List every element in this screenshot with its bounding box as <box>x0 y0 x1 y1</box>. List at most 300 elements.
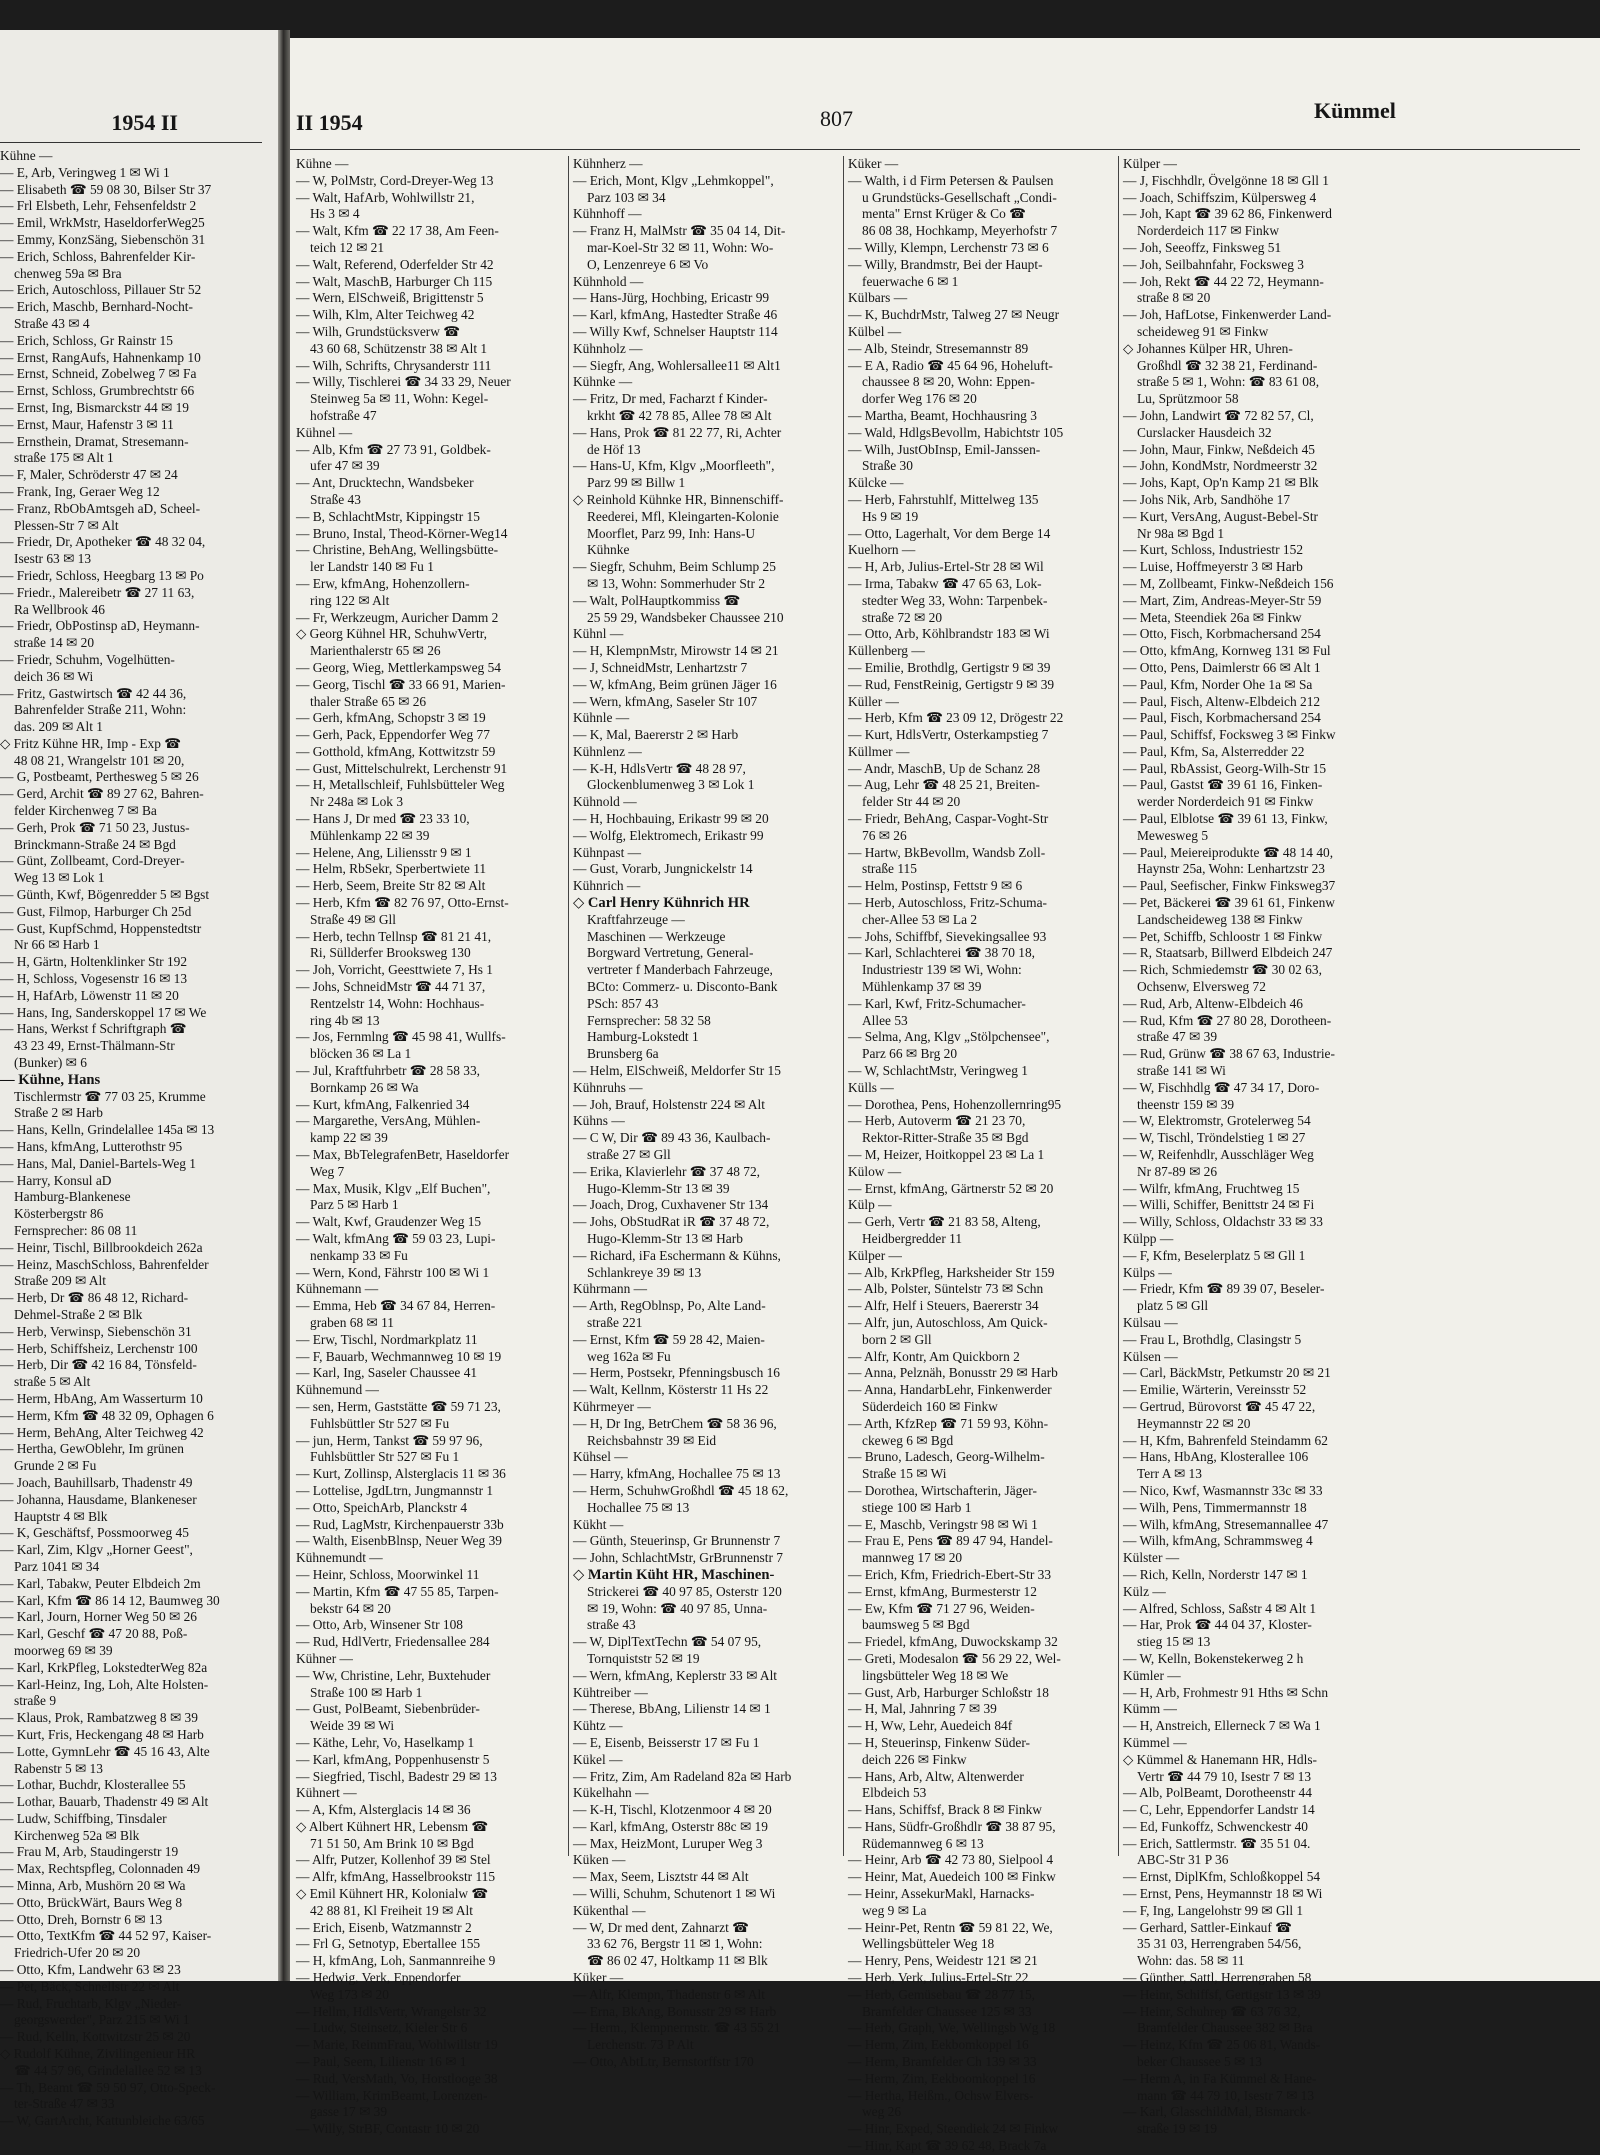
directory-line: Kühnholz — <box>573 340 643 356</box>
directory-line: — Gerh, Prok ☎ 71 50 23, Justus- <box>0 819 190 835</box>
directory-line: — Wilh, Schrifts, Chrysanderstr 111 <box>296 357 492 373</box>
directory-line: — Hinr, Kapt ☎ 39 62 48, Brack 7a <box>848 2138 1047 2154</box>
directory-line: straße 141 ✉ Wi <box>1137 1063 1226 1079</box>
directory-line: Straße 43 ✉ 4 <box>14 315 90 331</box>
directory-line: — Alfr, Kontr, Am Quickborn 2 <box>848 1348 1020 1364</box>
directory-line: — John, Maur, Finkw, Neßdeich 45 <box>1123 441 1315 457</box>
directory-line: Külp — <box>848 1197 892 1213</box>
directory-line: Reichsbahnstr 39 ✉ Eid <box>587 1432 717 1448</box>
directory-line: — Heinr, Tischl, Billbrookdeich 262a <box>0 1239 203 1255</box>
directory-line: — Frau M, Arb, Staudingerstr 19 <box>0 1844 179 1860</box>
directory-line: lingsbütteler Weg 18 ✉ We <box>862 1667 1009 1683</box>
directory-line: — Gotthold, kfmAng, Kottwitzstr 59 <box>296 743 496 759</box>
directory-line: — Emmy, KonzSäng, Siebenschön 31 <box>0 231 206 247</box>
directory-line: — Herb, Verwinsp, Siebenschön 31 <box>0 1323 192 1339</box>
directory-line: — Karl-Heinz, Ing, Loh, Alte Holsten- <box>0 1676 209 1692</box>
directory-line: — Har, Prok ☎ 44 04 37, Kloster- <box>1123 1617 1312 1633</box>
directory-line: Parz 99 ✉ Billw 1 <box>587 475 686 491</box>
directory-line: Strickerei ☎ 40 97 85, Osterstr 120 <box>587 1583 782 1599</box>
directory-line: Norderdeich 117 ✉ Finkw <box>1137 223 1280 239</box>
directory-line: — Meta, Steendiek 26a ✉ Finkw <box>1123 609 1302 625</box>
directory-line: Straße 43 <box>310 491 361 507</box>
directory-line: Hochallee 75 ✉ 13 <box>587 1499 690 1515</box>
directory-line: — Wilfr, kfmAng, Fruchtweg 15 <box>1123 1180 1300 1196</box>
directory-line: — Carl, BäckMstr, Petkumstr 20 ✉ 21 <box>1123 1365 1331 1381</box>
directory-line: Kühnel — <box>296 424 353 440</box>
directory-line: deich 226 ✉ Finkw <box>862 1751 967 1767</box>
directory-line: — Walt, Kellnm, Kösterstr 11 Hs 22 <box>573 1382 769 1398</box>
directory-line: Kükht — <box>573 1516 624 1532</box>
directory-line: — Heinr-Pet, Rentn ☎ 59 81 22, We, <box>848 1919 1053 1935</box>
directory-line: — Günt, Zollbeamt, Cord-Dreyer- <box>0 853 185 869</box>
directory-line: Külsen — <box>1123 1348 1178 1364</box>
directory-line: — K-H, HdlsVertr ☎ 48 28 97, <box>573 760 746 776</box>
directory-line: ler Landstr 140 ✉ Fu 1 <box>310 559 434 575</box>
directory-line: — Rud, Grünw ☎ 38 67 63, Industrie- <box>1123 1046 1335 1062</box>
directory-line: — Richard, iFa Eschermann & Kühns, <box>573 1247 781 1263</box>
directory-line: — Ww, Christine, Lehr, Buxtehuder <box>296 1667 491 1683</box>
directory-line: Parz 103 ✉ 34 <box>587 189 666 205</box>
directory-line: ring 122 ✉ Alt <box>310 592 390 608</box>
directory-line: weg 9 ✉ La <box>862 1902 927 1918</box>
directory-line: — Willy Kwf, Schnelser Hauptstr 114 <box>573 323 778 339</box>
directory-line: — Kurt, Fris, Heckengang 48 ✉ Harb <box>0 1726 204 1742</box>
directory-line: (Bunker) ✉ 6 <box>14 1055 87 1071</box>
directory-line: — Herm, SchuhwGroßhdl ☎ 45 18 62, <box>573 1482 789 1498</box>
directory-line: Kührmann — <box>573 1281 648 1297</box>
directory-line: — Walt, HafArb, Wohlwillstr 21, <box>296 189 475 205</box>
directory-line: Nr 87-89 ✉ 26 <box>1137 1163 1218 1179</box>
directory-line: — Fr, Werkzeugm, Auricher Damm 2 <box>296 609 499 625</box>
directory-line: werder Norderdeich 91 ✉ Finkw <box>1137 794 1314 810</box>
directory-line: Elbdeich 53 <box>862 1785 927 1801</box>
directory-line: — Ludw, Schiffbing, Tinsdaler <box>0 1810 167 1826</box>
directory-line: — Heinr, AssekurMakl, Harnacks- <box>848 1886 1035 1902</box>
directory-line: BCto: Commerz- u. Disconto-Bank <box>587 979 778 995</box>
directory-line: — Otto, BrückWärt, Baurs Weg 8 <box>0 1894 183 1910</box>
directory-line: — Karl, kfmAng, Hastedter Straße 46 <box>573 307 778 323</box>
directory-line: 86 08 38, Hochkamp, Meyerhofstr 7 <box>862 223 1058 239</box>
directory-line: — Georg, Tischl ☎ 33 66 91, Marien- <box>296 676 506 692</box>
directory-line: — Herb, Autoschloss, Fritz-Schuma- <box>848 895 1047 911</box>
directory-line: — Rud, VersMath, Vo, Horstlooge 38 <box>296 2070 498 2086</box>
directory-line: — Emilie, Brothdlg, Gertigstr 9 ✉ 39 <box>848 659 1051 675</box>
directory-line: ufer 47 ✉ 39 <box>310 458 380 474</box>
directory-line: Allee 53 <box>862 1012 908 1028</box>
column-2 <box>573 156 837 2071</box>
directory-line: mannweg 17 ✉ 20 <box>862 1550 963 1566</box>
directory-line: — Ernst, RangAufs, Hahnenkamp 10 <box>0 349 201 365</box>
directory-line: — Herb, Dir ☎ 42 16 84, Tönsfeld- <box>0 1357 197 1373</box>
directory-line: Kühsel — <box>573 1449 628 1465</box>
directory-line: — Hans, Schiffsf, Brack 8 ✉ Finkw <box>848 1802 1042 1818</box>
directory-line: — Paul, Schiffsf, Focksweg 3 ✉ Finkw <box>1123 727 1336 743</box>
directory-line: — H, Dr Ing, BetrChem ☎ 58 36 96, <box>573 1415 777 1431</box>
directory-line: — Paul, RbAssist, Georg-Wilh-Str 15 <box>1123 760 1327 776</box>
directory-line: — Lothar, Bauarb, Thadenstr 49 ✉ Alt <box>0 1794 209 1810</box>
directory-line: — Lottelise, JgdLtrn, Jungmannstr 1 <box>296 1482 494 1498</box>
directory-line: Hs 3 ✉ 4 <box>310 206 360 222</box>
directory-line: Nr 98a ✉ Bgd 1 <box>1137 525 1225 541</box>
directory-line: — Karl, KrkPfleg, LokstedterWeg 82a <box>0 1659 208 1675</box>
directory-line: — Karl, Ing, Saseler Chaussee 41 <box>296 1365 478 1381</box>
directory-line: ✉ 13, Wohn: Sommerhuder Str 2 <box>587 575 766 591</box>
directory-line: — Herm, Postsekr, Pfenningsbusch 16 <box>573 1365 781 1381</box>
directory-line: Kühne — <box>296 156 349 171</box>
directory-line: — Kurt, VersAng, August-Bebel-Str <box>1123 508 1319 524</box>
directory-line: Landscheideweg 138 ✉ Finkw <box>1137 911 1303 927</box>
directory-line: Lerchenstr. 73 P Alt <box>587 2037 694 2053</box>
directory-line: — Hans, Kelln, Grindelallee 145a ✉ 13 <box>0 1122 215 1138</box>
directory-line: — Günther, Sattl, Herrengraben 58 <box>1123 1970 1312 1986</box>
directory-line: 76 ✉ 26 <box>862 827 907 843</box>
directory-line: Hugo-Klemm-Str 13 ✉ Harb <box>587 1231 743 1246</box>
directory-line: — Bruno, Instal, Theod-Körner-Weg14 <box>296 525 508 541</box>
directory-line: — W, GartArcht, Kattunbleiche 63/65 <box>0 2113 205 2129</box>
directory-line: — Friedr., Malereibetr ☎ 27 11 63, <box>0 584 195 600</box>
directory-line: Kühner — <box>296 1650 353 1666</box>
directory-line: — M, Zollbeamt, Finkw-Neßdeich 156 <box>1123 575 1334 591</box>
column-divider-3 <box>1118 156 1119 1856</box>
directory-line: Hugo-Klemm-Str 13 ✉ 39 <box>587 1180 730 1196</box>
directory-line: Weide 39 ✉ Wi <box>310 1718 395 1734</box>
directory-line: — Joach, Schiffszim, Külpersweg 4 <box>1123 189 1317 205</box>
directory-line: — Erika, Klavierlehr ☎ 37 48 72, <box>573 1163 760 1179</box>
directory-line: — Erich, Schloss, Bahrenfelder Kir- <box>0 248 196 264</box>
directory-line: — Paul, Fisch, Altenw-Elbdeich 212 <box>1123 693 1321 709</box>
directory-line: — Erich, Autoschloss, Pillauer Str 52 <box>0 282 202 298</box>
directory-line: Tornquiststr 52 ✉ 19 <box>587 1650 700 1666</box>
directory-line: Plessen-Str 7 ✉ Alt <box>14 517 119 533</box>
directory-line: — Frl Elsbeth, Lehr, Fehsenfeldstr 2 <box>0 198 197 214</box>
directory-line: — Wilh, kfmAng, Schrammsweg 4 <box>1123 1533 1313 1549</box>
directory-line: — Willy, Schloss, Oldachstr 33 ✉ 33 <box>1123 1214 1324 1230</box>
directory-line: straße 221 <box>587 1314 643 1330</box>
directory-line: Kösterbergstr 86 <box>14 1206 104 1222</box>
directory-line: Kuelhorn — <box>848 542 916 558</box>
directory-line: deich 36 ✉ Wi <box>14 668 94 684</box>
directory-line: — Max, HeizMont, Luruper Weg 3 <box>573 1835 763 1851</box>
directory-line: — Herb, Fahrstuhlf, Mittelweg 135 <box>848 491 1039 507</box>
directory-line: theenstr 159 ✉ 39 <box>1137 1096 1235 1112</box>
directory-line: Külsau — <box>1123 1314 1178 1330</box>
directory-line: — Marie, ReinmFrau, Wohlwillstr 19 <box>296 2037 498 2053</box>
directory-line: Weg 173 ✉ 20 <box>310 1986 389 2002</box>
directory-line: — Fritz, Gastwirtsch ☎ 42 44 36, <box>0 685 187 701</box>
right-page-roman-header: II 1954 <box>296 110 363 135</box>
directory-line: ◇ Fritz Kühne HR, Imp - Exp ☎ <box>0 735 181 751</box>
directory-line: — J, SchneidMstr, Lenhartzstr 7 <box>573 659 748 675</box>
directory-line: — Willi, Schuhm, Schutenort 1 ✉ Wi <box>573 1886 776 1902</box>
left-column <box>0 148 270 2130</box>
directory-line: — H, Schloss, Vogesenstr 16 ✉ 13 <box>0 971 188 987</box>
directory-line: Rüdemannweg 6 ✉ 13 <box>862 1835 984 1851</box>
right-page <box>290 38 1600 2154</box>
directory-line: — Otto, TextKfm ☎ 44 52 97, Kaiser- <box>0 1928 212 1944</box>
directory-line: — Nico, Kwf, Wasmannstr 33c ✉ 33 <box>1123 1482 1323 1498</box>
directory-line: — Friedr, Dr, Apotheker ☎ 48 32 04, <box>0 534 206 550</box>
directory-line: — Johs, ObStudRat iR ☎ 37 48 72, <box>573 1214 770 1230</box>
directory-line: — H, kfmAng, Loh, Sanmannreihe 9 <box>296 1953 496 1969</box>
directory-line: — Hans, Südfr-Großhdlr ☎ 38 87 95, <box>848 1818 1056 1834</box>
directory-line: — W, Reifenhdlr, Ausschläger Weg <box>1123 1147 1314 1163</box>
directory-line: — Rud, HdlVertr, Friedensallee 284 <box>296 1634 490 1650</box>
directory-line: Reederei, Mfl, Kleingarten-Kolonie <box>587 508 779 524</box>
directory-line: vertreter f Manderbach Fahrzeuge, <box>587 962 773 978</box>
directory-line: ter-Straße 47 ✉ 33 <box>14 2096 115 2112</box>
directory-line: — Wilh, Klm, Alter Teichweg 42 <box>296 307 475 323</box>
directory-line: — Max, Musik, Klgv „Elf Buchen", <box>296 1180 491 1196</box>
directory-line: — Heinz, MaschSchloss, Bahrenfelder <box>0 1256 209 1272</box>
directory-line: — G, Postbeamt, Perthesweg 5 ✉ 26 <box>0 769 199 785</box>
directory-line: O, Lenzenreye 6 ✉ Vo <box>587 256 709 272</box>
directory-line: — Herb, Autoverm ☎ 21 23 70, <box>848 1113 1026 1129</box>
directory-line: stieg 15 ✉ 13 <box>1137 1634 1211 1650</box>
directory-line: — Erna, BkAng, Bonusstr 29 ✉ Harb <box>573 2003 777 2019</box>
directory-line: — Herm, Kfm ☎ 48 32 09, Ophagen 6 <box>0 1407 214 1423</box>
directory-line: Wellingsbütteler Weg 18 <box>862 1936 995 1952</box>
directory-line: thaler Straße 65 ✉ 26 <box>310 693 427 709</box>
directory-line: Hauptstr 4 ✉ Blk <box>14 1508 108 1524</box>
directory-line: — Heinz, Kfm ☎ 25 06 81, Wands- <box>1123 2037 1321 2053</box>
directory-line: — Therese, BbAng, Lilienstr 14 ✉ 1 <box>573 1701 771 1717</box>
directory-line: — Otto, Lagerhalt, Vor dem Berge 14 <box>848 525 1051 541</box>
directory-line: Straße 49 ✉ Gll <box>310 911 396 927</box>
directory-line: — Pet, Schiffb, Schloostr 1 ✉ Finkw <box>1123 928 1323 944</box>
directory-line: — W, Elektromstr, Grotelerweg 54 <box>1123 1113 1311 1129</box>
directory-line: — Herb, techn Tellnsp ☎ 81 21 41, <box>296 928 492 944</box>
directory-line: — Herb, Kfm ☎ 23 09 12, Drögestr 22 <box>848 710 1064 726</box>
directory-line: — Otto, AbtLtr, Bernstorffstr 170 <box>573 2054 754 2070</box>
directory-line: — Fritz, Dr med, Facharzt f Kinder- <box>573 391 768 407</box>
directory-line: Kühnhold — <box>573 273 644 289</box>
directory-line: — Gust, Filmop, Harburger Ch 25d <box>0 903 192 919</box>
directory-line: — Greti, Modesalon ☎ 56 29 22, Wel- <box>848 1650 1061 1666</box>
directory-line: Hamburg-Blankenese <box>14 1189 131 1205</box>
directory-line: — E A, Radio ☎ 45 64 96, Hoheluft- <box>848 357 1053 373</box>
directory-line: feuerwache 6 ✉ 1 <box>862 273 959 289</box>
directory-line: Kühne — <box>0 148 53 163</box>
directory-line: — Herm, HbAng, Am Wasserturm 10 <box>0 1390 203 1406</box>
directory-line: — Herb, Gemüsebau ☎ 28 77 15, <box>848 1986 1036 2002</box>
directory-line: Straße 2 ✉ Harb <box>14 1105 103 1121</box>
directory-line: — Herb, Kfm ☎ 82 76 97, Otto-Ernst- <box>296 895 509 911</box>
directory-line: — K, Geschäftsf, Possmoorweg 45 <box>0 1525 189 1541</box>
directory-line: Rabenstr 5 ✉ 13 <box>14 1760 103 1776</box>
directory-line: — Otto, SpeichArb, Planckstr 4 <box>296 1499 468 1515</box>
directory-line: — Lotte, GymnLehr ☎ 45 16 43, Alte <box>0 1743 210 1759</box>
left-page <box>0 30 278 2129</box>
directory-line: — W, Tischl, Tröndelstieg 1 ✉ 27 <box>1123 1130 1306 1146</box>
directory-line: — Herm., Klempnermstr. ☎ 43 55 21 <box>573 2020 781 2036</box>
directory-line: Küken — <box>573 1852 626 1868</box>
directory-line: Brinckmann-Straße 24 ✉ Bgd <box>14 836 176 852</box>
directory-line: — F, Ing, Langelohstr 99 ✉ Gll 1 <box>1123 1902 1304 1918</box>
directory-line: — John, KondMstr, Nordmeerstr 32 <box>1123 458 1318 474</box>
directory-line: nenkamp 33 ✉ Fu <box>310 1247 408 1263</box>
directory-line: — Gerh, Pack, Eppendorfer Weg 77 <box>296 727 490 743</box>
directory-line: Kühnemundt — <box>296 1550 383 1566</box>
directory-line: — Paul, Kfm, Sa, Alsterredder 22 <box>1123 743 1305 759</box>
directory-line: — Rich, Schmiedemstr ☎ 30 02 63, <box>1123 962 1322 978</box>
directory-line: — Paul, Seem, Lilienstr 16 ✉ 1 <box>296 2054 467 2070</box>
directory-line: — Walt, Kwf, Graudenzer Weg 15 <box>296 1214 482 1230</box>
directory-line: Küker — <box>848 156 899 171</box>
directory-line: — Rud, FenstReinig, Gertigstr 9 ✉ 39 <box>848 676 1055 692</box>
directory-line: — Wern, kfmAng, Saseler Str 107 <box>573 693 758 709</box>
directory-line: Külps — <box>1123 1264 1172 1280</box>
directory-line: — Joach, Bauhillsarb, Thadenstr 49 <box>0 1474 193 1490</box>
directory-line: — Walt, Kfm ☎ 22 17 38, Am Feen- <box>296 223 499 239</box>
directory-line: — Paul, Seefischer, Finkw Finksweg37 <box>1123 878 1336 894</box>
directory-line: Großhdl ☎ 32 38 21, Ferdinand- <box>1137 357 1318 373</box>
directory-line: Kühnlenz — <box>573 743 642 759</box>
directory-line: — Karl, kfmAng, Osterstr 88c ✉ 19 <box>573 1818 768 1834</box>
directory-line: — Günth, Kwf, Bögenredder 5 ✉ Bgst <box>0 887 210 903</box>
directory-line: — Gust, KupfSchmd, Hoppenstedtstr <box>0 920 202 936</box>
directory-line: ◇ Carl Henry Kühnrich HR <box>573 895 750 912</box>
directory-line: — Hans, Mal, Daniel-Bartels-Weg 1 <box>0 1155 197 1171</box>
directory-line: — H, Gärtn, Holtenklinker Str 192 <box>0 954 188 970</box>
directory-line: Küllenberg — <box>848 643 925 659</box>
directory-line: stedter Weg 33, Wohn: Tarpenbek- <box>862 592 1048 608</box>
directory-line: Moorflet, Parz 99, Inh: Hans-U <box>587 525 756 541</box>
directory-line: — J, Fischhdlr, Övelgönne 18 ✉ Gll 1 <box>1123 172 1329 188</box>
directory-line: — Hedwig, Verk, Eppendorfer <box>296 1970 461 1986</box>
directory-line: — Walt, PolHauptkommiss ☎ <box>573 592 741 608</box>
directory-line: PSch: 857 43 <box>587 995 659 1011</box>
directory-line: — F, Kfm, Beselerplatz 5 ✉ Gll 1 <box>1123 1247 1306 1263</box>
directory-line: — Harry, Konsul aD <box>0 1172 112 1188</box>
directory-line: — Walt, Referend, Oderfelder Str 42 <box>296 256 494 272</box>
directory-line: — Dorothea, Pens, Hohenzollernring95 <box>848 1096 1062 1112</box>
directory-line: — E, Maschb, Veringstr 98 ✉ Wi 1 <box>848 1516 1038 1532</box>
directory-line: — W, DiplTextTechn ☎ 54 07 95, <box>573 1634 762 1650</box>
directory-line: — Wilh, Grundstücksverw ☎ <box>296 323 460 339</box>
directory-line: — Willy, Brandmstr, Bei der Haupt- <box>848 256 1043 272</box>
directory-line: — Erich, Kfm, Friedrich-Ebert-Str 33 <box>848 1566 1052 1582</box>
directory-line: ◇ Kümmel & Hanemann HR, Hdls- <box>1123 1751 1318 1767</box>
directory-line: — Hans, Werkst f Schriftgraph ☎ <box>0 1021 187 1037</box>
directory-line: — Helm, Postinsp, Fettstr 9 ✉ 6 <box>848 878 1023 894</box>
directory-line: — Rud, Kfm ☎ 27 80 28, Dorotheen- <box>1123 1012 1332 1028</box>
directory-line: Tischlermstr ☎ 77 03 25, Krumme <box>14 1088 206 1104</box>
directory-line: Kükenthal — <box>573 1902 646 1918</box>
directory-line: Curslacker Hausdeich 32 <box>1137 424 1272 440</box>
directory-line: Kühnl — <box>573 626 624 642</box>
directory-line: Kühnke <box>587 542 630 558</box>
directory-line: — Karl, GlasschildMal, Bismarck- <box>1123 2104 1311 2120</box>
directory-line: Hs 9 ✉ 19 <box>862 508 919 524</box>
directory-line: Ri, Süllderfer Brooksweg 130 <box>310 945 471 961</box>
directory-line: — K, Mal, Baererstr 2 ✉ Harb <box>573 727 739 743</box>
directory-line: — Herb, Dr ☎ 86 48 12, Richard- <box>0 1290 189 1306</box>
directory-line: — Aug, Lehr ☎ 48 25 21, Breiten- <box>848 777 1040 793</box>
directory-line: moorweg 69 ✉ 39 <box>14 1642 113 1658</box>
directory-line: — Friedr, Schloss, Heegbarg 13 ✉ Po <box>0 567 204 583</box>
directory-line: — Friedr, Schuhm, Vogelhütten- <box>0 651 175 667</box>
directory-line: Kümmel — <box>1123 1734 1187 1750</box>
directory-line: — Friedr, Kfm ☎ 89 39 07, Beseler- <box>1123 1281 1325 1297</box>
directory-line: — Karl, Journ, Horner Weg 50 ✉ 26 <box>0 1609 197 1625</box>
directory-line: 33 62 76, Bergstr 11 ✉ 1, Wohn: <box>587 1936 763 1952</box>
directory-line: Schlankreye 39 ✉ 13 <box>587 1264 702 1280</box>
directory-line: — Karl, Schlachterei ☎ 38 70 18, <box>848 945 1035 961</box>
directory-line: Rentzelstr 14, Wohn: Hochhaus- <box>310 995 485 1011</box>
directory-line: — Mart, Zim, Andreas-Meyer-Str 59 <box>1123 592 1322 608</box>
directory-line: Kühnpast — <box>573 844 642 860</box>
directory-line: — Gust, Mittelschulrekt, Lerchenstr 91 <box>296 760 508 776</box>
directory-line: straße 5 ✉ Alt <box>14 1374 91 1390</box>
directory-line: — Ernst, DiplKfm, Schloßkoppel 54 <box>1123 1869 1321 1885</box>
directory-line: — Otto, Kfm, Landwehr 63 ✉ 23 <box>0 1962 181 1978</box>
directory-line: beker Chaussee 5 ✉ 13 <box>1137 2054 1263 2070</box>
directory-line: straße 9 <box>14 1693 57 1709</box>
directory-line: — Irma, Tabakw ☎ 47 65 63, Lok- <box>848 575 1042 591</box>
directory-line: Külster — <box>1123 1550 1180 1566</box>
directory-line: — Gerh, Vertr ☎ 21 83 58, Alteng, <box>848 1214 1041 1230</box>
directory-line: 42 88 81, Kl Freiheit 19 ✉ Alt <box>310 1902 473 1918</box>
directory-line: ◇ Emil Kühnert HR, Kolonialw ☎ <box>296 1886 489 1902</box>
directory-line: — Pet, Bäckerei ☎ 39 61 61, Finkenw <box>1123 895 1335 911</box>
directory-line: — Walth, EisenbBlnsp, Neuer Weg 39 <box>296 1533 502 1549</box>
directory-line: — Selma, Ang, Klgv „Stölpchensee", <box>848 1029 1050 1045</box>
directory-line: Grunde 2 ✉ Fu <box>14 1458 97 1474</box>
directory-line: — H, Steuerinsp, Finkenw Süder- <box>848 1734 1030 1750</box>
directory-line: Fuhlsbüttler Str 527 ✉ Fu <box>310 1415 450 1431</box>
directory-line: — Herm, Zim, Eekboomkoppel 16 <box>848 2070 1036 2086</box>
directory-line: — W, Kelln, Bokenstekerweg 2 h <box>1123 1650 1304 1666</box>
directory-line: — W, SchlachtMstr, Veringweg 1 <box>848 1063 1028 1079</box>
directory-line: menta" Ernst Krüger & Co ☎ <box>862 206 1026 222</box>
directory-line: — Hartw, BkBevollm, Wandsb Zoll- <box>848 844 1046 860</box>
directory-line: — Hans-Jürg, Hochbing, Ericastr 99 <box>573 290 770 306</box>
directory-line: Nr 66 ✉ Harb 1 <box>14 937 100 953</box>
directory-line: — Erw, kfmAng, Hohenzollern- <box>296 575 470 591</box>
directory-line: Küller — <box>848 693 899 709</box>
directory-line: Kükel — <box>573 1751 623 1767</box>
directory-line: — C, Lehr, Eppendorfer Landstr 14 <box>1123 1802 1315 1818</box>
directory-line: — Erich, Mont, Klgv „Lehmkoppel", <box>573 172 774 188</box>
book-gutter <box>278 30 290 1981</box>
directory-line: baumsweg 5 ✉ Bgd <box>862 1617 970 1633</box>
directory-line: — Rud, Arb, Altenw-Elbdeich 46 <box>1123 995 1304 1011</box>
directory-line: — Max, Seem, Lisztstr 44 ✉ Alt <box>573 1869 749 1885</box>
directory-line: Kümm — <box>1123 1701 1177 1717</box>
directory-line: Külz — <box>1123 1583 1166 1599</box>
directory-line: Straße 209 ✉ Alt <box>14 1273 106 1289</box>
directory-line: — Alfr, Putzer, Kollenhof 39 ✉ Stel <box>296 1852 491 1868</box>
directory-line: — Paul, Fisch, Korbmachersand 254 <box>1123 710 1321 726</box>
directory-line: — Jul, Kraftfuhrbetr ☎ 28 58 33, <box>296 1063 481 1079</box>
directory-line: — Gerhard, Sattler-Einkauf ☎ <box>1123 1919 1292 1935</box>
directory-line: — Karl, Tabakw, Peuter Elbdeich 2m <box>0 1575 201 1591</box>
column-3 <box>848 156 1112 2155</box>
directory-line: — Hans, Prok ☎ 81 22 77, Ri, Achter <box>573 424 782 440</box>
directory-line: de Höf 13 <box>587 441 641 457</box>
directory-line: 43 23 49, Ernst-Thälmann-Str <box>14 1038 175 1054</box>
directory-line: — Gerd, Archit ☎ 89 27 62, Bahren- <box>0 786 204 802</box>
directory-line: — Alb, KrkPfleg, Harksheider Str 159 <box>848 1264 1055 1280</box>
directory-line: — Alfr, kfmAng, Hasselbrookstr 115 <box>296 1869 496 1885</box>
directory-line: mann ☎ 44 79 10, Isestr 7 ✉ 13 <box>1137 2087 1315 2103</box>
directory-line: dorfer Weg 176 ✉ 20 <box>862 391 977 407</box>
directory-line: — Rud, LagMstr, Kirchenpauerstr 33b <box>296 1516 504 1532</box>
directory-line: — Joh, Brauf, Holstenstr 224 ✉ Alt <box>573 1096 765 1112</box>
directory-line: — Frau L, Brothdlg, Clasingstr 5 <box>1123 1331 1302 1347</box>
directory-line: — Emma, Heb ☎ 34 67 84, Herren- <box>296 1298 496 1314</box>
directory-line: ckeweg 6 ✉ Bgd <box>862 1432 954 1448</box>
